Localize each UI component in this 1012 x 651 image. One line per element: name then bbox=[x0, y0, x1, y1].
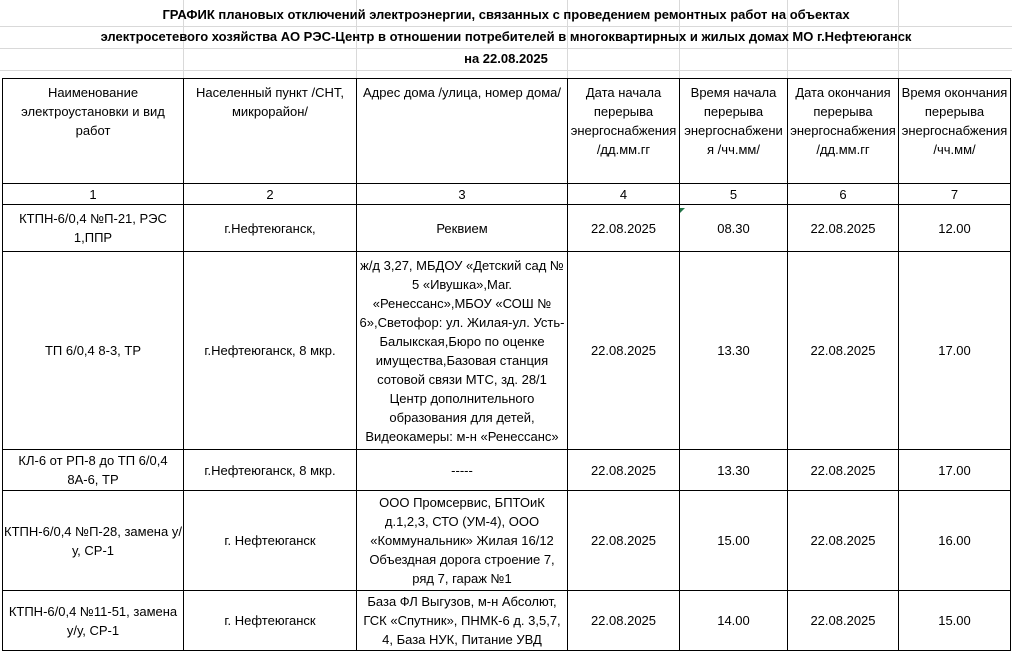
cell-equipment[interactable]: КТПН-6/0,4 №11-51, замена у/у, СР-1 bbox=[3, 591, 184, 651]
table-row bbox=[3, 450, 1011, 491]
header-end-time[interactable]: Время окончания перерыва энергоснабжения /чч.мм/ bbox=[899, 79, 1011, 184]
cell-start-time[interactable]: 15.00 bbox=[680, 491, 788, 591]
column-number[interactable]: 5 bbox=[680, 184, 788, 205]
cell-start-date[interactable]: 22.08.2025 bbox=[568, 491, 680, 591]
cell-locality[interactable]: г. Нефтеюганск bbox=[184, 491, 357, 591]
column-number[interactable]: 6 bbox=[788, 184, 899, 205]
cell-start-date[interactable]: 22.08.2025 bbox=[568, 205, 680, 252]
cell-end-time[interactable]: 16.00 bbox=[899, 491, 1011, 591]
cell-start-time[interactable]: 08.30 bbox=[680, 205, 788, 252]
table-row bbox=[3, 491, 1011, 591]
cell-address[interactable]: Реквием bbox=[357, 205, 568, 252]
cell-end-time[interactable]: 17.00 bbox=[899, 252, 1011, 450]
header-locality[interactable]: Населенный пункт /СНТ, микрорайон/ bbox=[184, 79, 357, 184]
title-line-3[interactable]: на 22.08.2025 bbox=[464, 51, 548, 66]
header-end-date[interactable]: Дата окончания перерыва энергоснабжения /дд.мм.гг bbox=[788, 79, 899, 184]
header-row bbox=[3, 79, 1011, 184]
header-start-date[interactable]: Дата начала перерыва энергоснабжения /дд.мм.гг bbox=[568, 79, 680, 184]
header-address[interactable]: Адрес дома /улица, номер дома/ bbox=[357, 79, 568, 184]
cell-start-time[interactable]: 13.30 bbox=[680, 450, 788, 491]
cell-start-date[interactable]: 22.08.2025 bbox=[568, 591, 680, 651]
table-row bbox=[3, 205, 1011, 252]
column-number[interactable]: 1 bbox=[3, 184, 184, 205]
cell-end-date[interactable]: 22.08.2025 bbox=[788, 252, 899, 450]
cell-end-time[interactable]: 17.00 bbox=[899, 450, 1011, 491]
column-number[interactable]: 4 bbox=[568, 184, 680, 205]
cell-locality[interactable]: г. Нефтеюганск bbox=[184, 591, 357, 651]
column-number[interactable]: 3 bbox=[357, 184, 568, 205]
cell-address[interactable]: ж/д 3,27, МБДОУ «Детский сад № 5 «Ивушка»,Маг. «Ренессанс»,МБОУ «СОШ № 6»,Светофор: ул. Жилая-ул. Усть-Балыкская,Бюро по оценке имущества,Базовая станция сотовой связи МТС, зд. 28/1 Центр дополнительного образования для детей, Видеокамеры: м-н «Ренессанс» bbox=[357, 252, 568, 450]
cell-start-time[interactable]: 13.30 bbox=[680, 252, 788, 450]
title-line-1[interactable]: ГРАФИК плановых отключений электроэнергии, связанных с проведением ремонтных работ на объектах bbox=[162, 7, 850, 22]
cell-end-date[interactable]: 22.08.2025 bbox=[788, 591, 899, 651]
cell-locality[interactable]: г.Нефтеюганск, 8 мкр. bbox=[184, 450, 357, 491]
cell-equipment[interactable]: КТПН-6/0,4 №П-21, РЭС 1,ППР bbox=[3, 205, 184, 252]
row-separator bbox=[0, 70, 1012, 71]
cell-address[interactable]: База ФЛ Выгузов, м-н Абсолют, ГСК «Спутник», ПНМК-6 д. 3,5,7, 4, База НУК, Питание УВД bbox=[357, 591, 568, 651]
cell-start-date[interactable]: 22.08.2025 bbox=[568, 450, 680, 491]
header-start-time[interactable]: Время начала перерыва энергоснабжения /чч.мм/ bbox=[680, 79, 788, 184]
schedule-table bbox=[2, 78, 1011, 651]
column-number[interactable]: 2 bbox=[184, 184, 357, 205]
cell-equipment[interactable]: КЛ-6 от РП-8 до ТП 6/0,4 8А-6, ТР bbox=[3, 450, 184, 491]
title-line-2[interactable]: электросетевого хозяйства АО РЭС-Центр в отношении потребителей в многоквартирных и жилых домах МО г.Нефтеюганск bbox=[100, 29, 912, 44]
column-number-row bbox=[3, 184, 1011, 205]
cell-address[interactable]: ООО Промсервис, БПТОиК д.1,2,3, СТО (УМ-4), ООО «Коммунальник» Жилая 16/12 Объездная дорога строение 7, ряд 7, гараж №1 bbox=[357, 491, 568, 591]
cell-end-date[interactable]: 22.08.2025 bbox=[788, 205, 899, 252]
header-equipment[interactable]: Наименование электроустановки и вид работ bbox=[3, 79, 184, 184]
table-row bbox=[3, 252, 1011, 450]
cell-start-date[interactable]: 22.08.2025 bbox=[568, 252, 680, 450]
column-number[interactable]: 7 bbox=[899, 184, 1011, 205]
cell-start-time[interactable]: 14.00 bbox=[680, 591, 788, 651]
cell-equipment[interactable]: ТП 6/0,4 8-3, ТР bbox=[3, 252, 184, 450]
cell-equipment[interactable]: КТПН-6/0,4 №П-28, замена у/у, СР-1 bbox=[3, 491, 184, 591]
cell-end-time[interactable]: 12.00 bbox=[899, 205, 1011, 252]
cell-locality[interactable]: г.Нефтеюганск, 8 мкр. bbox=[184, 252, 357, 450]
cell-address[interactable]: ----- bbox=[357, 450, 568, 491]
cell-end-time[interactable]: 15.00 bbox=[899, 591, 1011, 651]
cell-locality[interactable]: г.Нефтеюганск, bbox=[184, 205, 357, 252]
table-row bbox=[3, 591, 1011, 651]
cell-end-date[interactable]: 22.08.2025 bbox=[788, 450, 899, 491]
cell-end-date[interactable]: 22.08.2025 bbox=[788, 491, 899, 591]
cell-note-indicator bbox=[680, 208, 685, 213]
